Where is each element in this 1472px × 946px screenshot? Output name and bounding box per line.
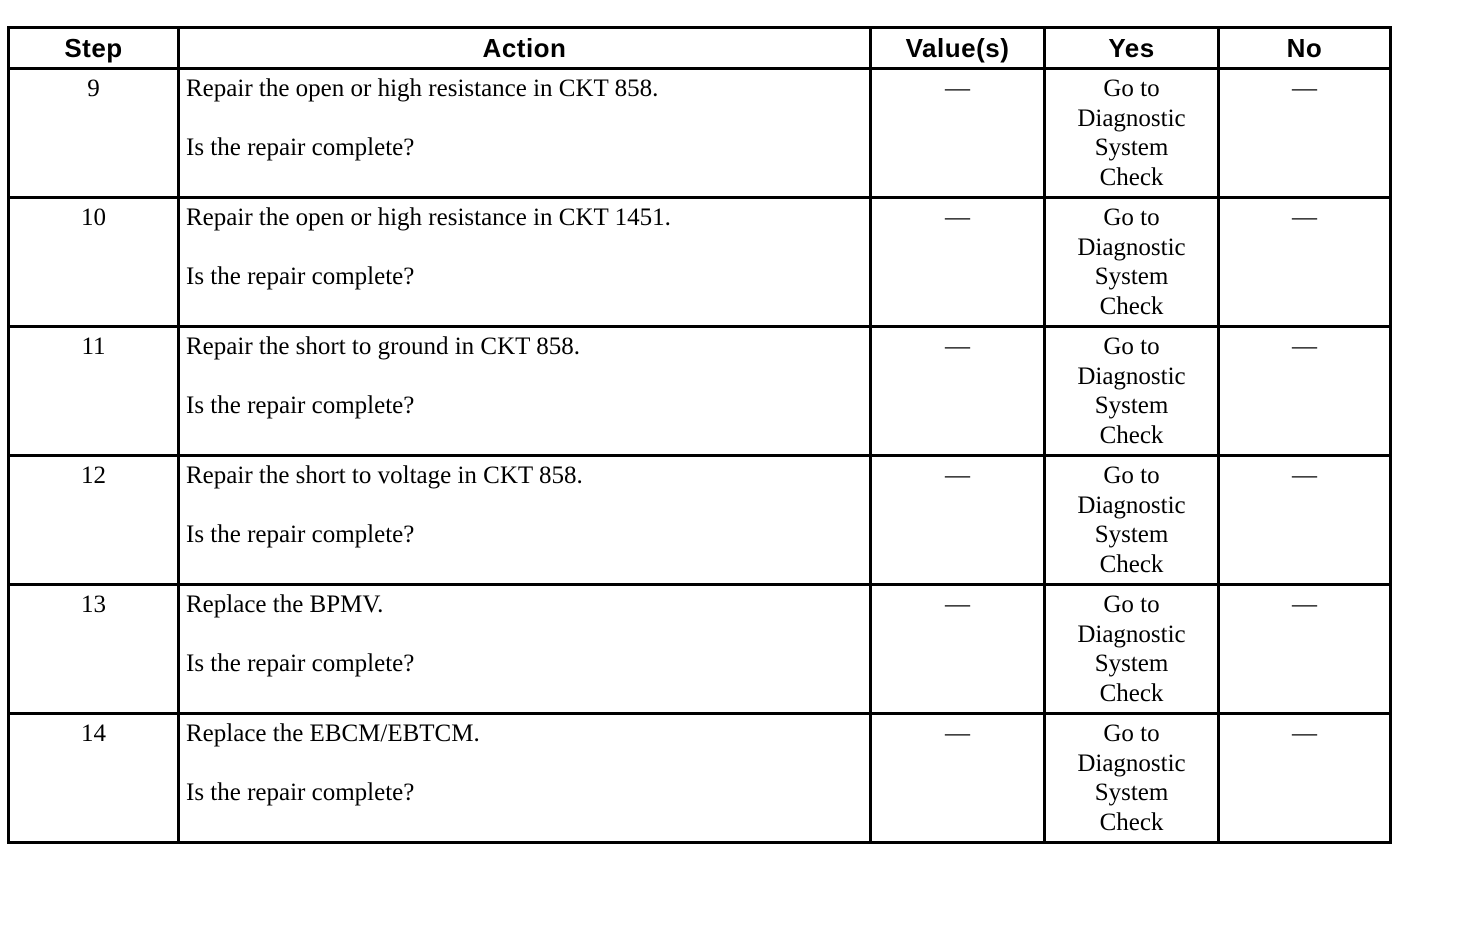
yes-cell — [1045, 198, 1219, 327]
action-instruction: Replace the BPMV. — [186, 591, 384, 618]
step-number: 12 — [9, 456, 179, 585]
value-cell: — — [871, 327, 1045, 456]
action-cell — [179, 327, 871, 456]
action-question: Is the repair complete? — [186, 391, 415, 419]
action-cell — [179, 714, 871, 843]
header-values: Value(s) — [871, 28, 1045, 69]
yes-cell — [1045, 714, 1219, 843]
yes-line: Check — [1099, 808, 1164, 836]
yes-line: Check — [1099, 421, 1164, 449]
yes-line: System — [1094, 779, 1169, 806]
yes-line: Diagnostic — [1077, 749, 1186, 777]
action-question: Is the repair complete? — [186, 649, 415, 677]
step-number: 11 — [9, 327, 179, 456]
action-question: Is the repair complete? — [186, 133, 415, 161]
header-step: Step — [9, 28, 179, 69]
value-cell: — — [871, 585, 1045, 714]
action-instruction: Repair the open or high resistance in CKT 1451. — [186, 204, 671, 231]
action-instruction: Repair the open or high resistance in CKT 858. — [186, 75, 659, 102]
yes-line: System — [1094, 392, 1169, 419]
no-cell: — — [1219, 69, 1391, 198]
yes-line: Diagnostic — [1077, 233, 1186, 261]
diagnostic-table — [7, 26, 1392, 844]
table-header-row — [9, 28, 1391, 69]
action-instruction: Repair the short to ground in CKT 858. — [186, 333, 580, 360]
action-instruction: Replace the EBCM/EBTCM. — [186, 720, 480, 747]
yes-line: Go to — [1103, 591, 1160, 618]
value-cell: — — [871, 456, 1045, 585]
yes-cell — [1045, 69, 1219, 198]
no-cell: — — [1219, 327, 1391, 456]
yes-line: Diagnostic — [1077, 620, 1186, 648]
no-cell: — — [1219, 456, 1391, 585]
yes-cell — [1045, 456, 1219, 585]
action-instruction: Repair the short to voltage in CKT 858. — [186, 462, 583, 489]
header-yes: Yes — [1045, 28, 1219, 69]
table-row — [9, 69, 1391, 198]
table-row — [9, 327, 1391, 456]
yes-line: Check — [1099, 292, 1164, 320]
step-number: 9 — [9, 69, 179, 198]
yes-line: System — [1094, 263, 1169, 290]
action-question: Is the repair complete? — [186, 520, 415, 548]
yes-line: Diagnostic — [1077, 491, 1186, 519]
yes-line: Diagnostic — [1077, 104, 1186, 132]
yes-line: Check — [1099, 679, 1164, 707]
yes-line: System — [1094, 134, 1169, 161]
yes-line: Go to — [1103, 720, 1160, 747]
yes-cell — [1045, 585, 1219, 714]
yes-cell — [1045, 327, 1219, 456]
yes-line: Diagnostic — [1077, 362, 1186, 390]
no-cell: — — [1219, 198, 1391, 327]
action-cell — [179, 456, 871, 585]
header-no: No — [1219, 28, 1391, 69]
action-cell — [179, 198, 871, 327]
action-cell — [179, 69, 871, 198]
header-action: Action — [179, 28, 871, 69]
action-cell — [179, 585, 871, 714]
yes-line: Check — [1099, 163, 1164, 191]
no-cell: — — [1219, 585, 1391, 714]
action-question: Is the repair complete? — [186, 262, 415, 290]
yes-line: Go to — [1103, 204, 1160, 231]
table-row — [9, 585, 1391, 714]
step-number: 10 — [9, 198, 179, 327]
table-row — [9, 714, 1391, 843]
yes-line: Go to — [1103, 333, 1160, 360]
step-number: 13 — [9, 585, 179, 714]
table-row — [9, 198, 1391, 327]
value-cell: — — [871, 198, 1045, 327]
action-question: Is the repair complete? — [186, 778, 415, 806]
yes-line: Go to — [1103, 75, 1160, 102]
yes-line: Go to — [1103, 462, 1160, 489]
yes-line: Check — [1099, 550, 1164, 578]
diagnostic-table-container — [7, 26, 1392, 844]
value-cell: — — [871, 714, 1045, 843]
yes-line: System — [1094, 521, 1169, 548]
value-cell: — — [871, 69, 1045, 198]
yes-line: System — [1094, 650, 1169, 677]
no-cell: — — [1219, 714, 1391, 843]
step-number: 14 — [9, 714, 179, 843]
table-row — [9, 456, 1391, 585]
